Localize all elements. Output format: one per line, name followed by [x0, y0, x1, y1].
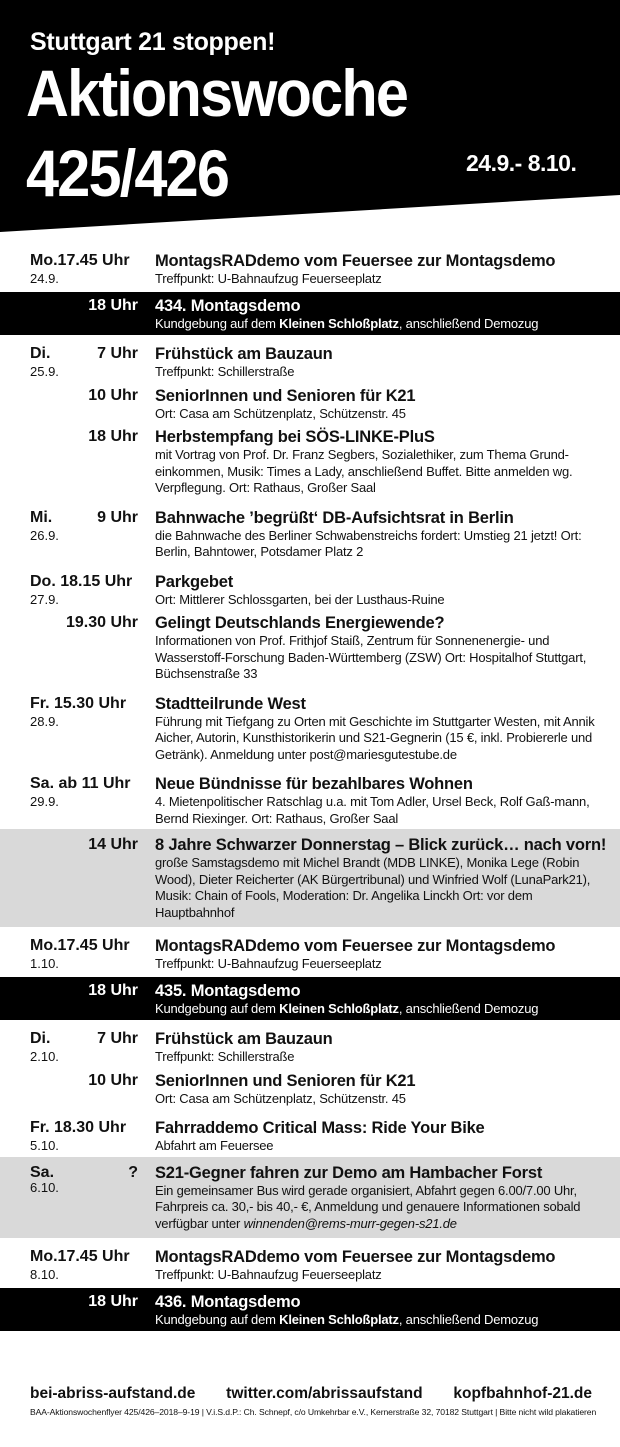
event-description-part: Kundgebung auf dem	[155, 315, 280, 331]
event-body	[155, 1118, 610, 1155]
event-row	[0, 933, 620, 975]
event-body	[155, 1292, 610, 1329]
event-day: Mo.17.45 Uhr	[30, 252, 130, 269]
event-title: 8 Jahre Schwarzer Donnerstag – Blick zurück… nach vorn!	[155, 836, 607, 854]
event-description: Ort: Casa am Schützenplatz, Schützenstr. 45	[155, 405, 406, 421]
event-day: Di.	[30, 345, 51, 362]
event-description: Führung mit Tiefgang zu Orten mit Geschichte im Stuttgarter Westen, mit Annik Aicher, Autorin, Kunsthistorikerin und S21-Gegnerin (15 €, inkl. Probiererle und Getränk). Anmeldung unter post@mariesgutestube.de	[155, 713, 595, 762]
event-row	[0, 248, 620, 290]
event-time: 7 Uhr	[97, 345, 138, 362]
event-title: Frühstück am Bauzaun	[155, 345, 333, 363]
event-row	[0, 292, 620, 336]
event-day: Mo.17.45 Uhr	[30, 937, 130, 954]
footer-link-website[interactable]: bei-abriss-aufstand.de	[30, 1385, 196, 1402]
event-day: Mi.	[30, 508, 53, 526]
event-day: Di.	[30, 1030, 51, 1047]
event-body	[155, 774, 610, 827]
event-description-part: Kundgebung auf dem	[155, 1311, 280, 1327]
event-title: Bahnwache ’begrüßt‘ DB-Aufsichtsrat in Berlin	[155, 508, 514, 527]
event-body	[155, 1247, 610, 1284]
event-title: Frühstück am Bauzaun	[155, 1030, 333, 1048]
event-day: Fr. 18.30 Uhr	[30, 1119, 127, 1136]
event-body	[155, 981, 610, 1018]
event-row	[0, 569, 620, 611]
event-body	[155, 508, 610, 561]
event-time: 18 Uhr	[88, 981, 138, 999]
event-body	[155, 572, 610, 609]
event-row	[0, 341, 620, 383]
event-body	[155, 835, 610, 921]
event-day: Sa. ab 11 Uhr	[30, 775, 131, 792]
event-title: SeniorInnen und Senioren für K21	[155, 1071, 416, 1090]
event-date: 8.10.	[30, 1267, 59, 1282]
event-time: 14 Uhr	[88, 836, 138, 853]
event-time: 10 Uhr	[88, 1071, 138, 1089]
event-time: ?	[128, 1163, 138, 1181]
event-description: Ort: Casa am Schützenplatz, Schützenstr. 45	[155, 1090, 406, 1106]
event-location-highlight: Kleinen Schloßplatz	[279, 315, 399, 331]
event-date: 28.9.	[30, 713, 59, 729]
event-row	[0, 691, 620, 766]
event-row	[0, 771, 620, 829]
event-title: Parkgebet	[155, 572, 233, 591]
header-dates: 24.9.- 8.10.	[466, 150, 577, 176]
event-day: Mo.17.45 Uhr	[30, 1248, 130, 1265]
event-title: Fahrraddemo Critical Mass: Ride Your Bike	[155, 1119, 485, 1137]
event-row	[0, 1115, 620, 1157]
event-description: Treffpunkt: U-Bahnaufzug Feuerseeplatz	[155, 1267, 382, 1282]
event-description: Informationen von Prof. Frithjof Staiß, Zentrum für Sonnenenergie- und Wasserstoff-Forschung Baden-Württemberg (ZSW) Ort: Hospitalhof Stuttgart, Büchsenstraße 33	[155, 633, 587, 681]
event-time: 19.30 Uhr	[65, 614, 138, 631]
event-description-part: , anschließend Demozug	[398, 1000, 539, 1016]
event-description: Treffpunkt: Schillerstraße	[155, 364, 295, 379]
event-body	[155, 936, 610, 973]
event-date: 1.10.	[30, 956, 59, 971]
event-title: S21-Gegner fahren zur Demo am Hambacher Forst	[155, 1163, 543, 1182]
event-row	[0, 1026, 620, 1068]
event-row	[0, 383, 620, 425]
event-date: 25.9.	[30, 364, 59, 379]
event-body	[155, 613, 610, 683]
event-body	[155, 296, 610, 333]
event-email-link[interactable]: winnenden@rems-murr-gegen-s21.de	[243, 1215, 457, 1231]
event-row	[0, 505, 620, 563]
event-location-highlight: Kleinen Schloßplatz	[279, 1311, 399, 1327]
event-row	[0, 1244, 620, 1286]
event-description: Treffpunkt: U-Bahnaufzug Feuerseeplatz	[155, 271, 382, 286]
event-description	[155, 316, 610, 333]
event-row	[0, 1288, 620, 1332]
header-number: 425/426	[26, 136, 229, 210]
header-banner	[0, 0, 620, 240]
event-title: Neue Bündnisse für bezahlbares Wohnen	[155, 775, 473, 793]
event-time: 18 Uhr	[88, 1292, 138, 1310]
event-body	[155, 1163, 610, 1233]
event-body	[155, 427, 610, 497]
event-date: 5.10.	[30, 1138, 59, 1153]
event-description-part: , anschließend Demozug	[398, 315, 539, 331]
event-body	[155, 344, 610, 381]
event-title: Herbstempfang bei SÖS-LINKE-PluS	[155, 428, 435, 446]
event-row	[0, 977, 620, 1021]
event-title: MontagsRADdemo vom Feuersee zur Montagsdemo	[155, 252, 556, 270]
header-title: Aktionswoche	[26, 56, 408, 130]
event-day: Do. 18.15 Uhr	[30, 572, 133, 590]
footer-link-twitter[interactable]: twitter.com/abrissaufstand	[226, 1385, 423, 1402]
event-date: 6.10.	[30, 1179, 59, 1195]
event-date: 26.9.	[30, 527, 59, 543]
event-title: 436. Montagsdemo	[155, 1292, 301, 1311]
event-body	[155, 251, 610, 288]
event-description: 4. Mietenpolitischer Ratschlag u.a. mit Tom Adler, Ursel Beck, Rolf Gaß-mann, Bernd Riexinger. Ort: Rathaus, Großer Saal	[155, 794, 590, 826]
event-description: mit Vortrag von Prof. Dr. Franz Segbers, Sozialethiker, zum Thema Grund-einkommen, Musik: Times a Lady, anschließend Buffet. Bitte anmelden wg. Verpflegung. Ort: Rathaus, Großer Saal	[155, 447, 573, 495]
event-description: große Samstagsdemo mit Michel Brandt (MDB LINKE), Monika Lege (Robin Wood), Dieter Reicherter (AK Bürgertribunal) und Winfried Wolf (LunaPark21), Musik: Chain of Fools, Moderation: Dr. Angelika Linckh Ort: vor dem Hauptbahnhof	[155, 855, 591, 920]
event-body	[155, 1029, 610, 1066]
event-description-part: , anschließend Demozug	[398, 1311, 539, 1327]
event-description: Abfahrt am Feuersee	[155, 1138, 274, 1153]
event-location-highlight: Kleinen Schloßplatz	[279, 1000, 399, 1016]
event-title: Stadtteilrunde West	[155, 694, 306, 713]
event-body	[155, 1071, 610, 1108]
event-row	[0, 1068, 620, 1110]
event-description-part: Kundgebung auf dem	[155, 1000, 280, 1016]
event-day: Fr. 15.30 Uhr	[30, 694, 127, 712]
event-description	[155, 1312, 610, 1329]
event-list	[0, 248, 620, 1333]
event-date: 27.9.	[30, 591, 59, 607]
event-date: 24.9.	[30, 271, 59, 286]
event-description: die Bahnwache des Berliner Schwabenstreichs fordert: Umstieg 21 jetzt! Ort: Berlin, Bahntower, Potsdamer Platz 2	[155, 527, 582, 559]
event-description-part: Ein gemeinsamer Bus wird gerade organisiert, Abfahrt gegen 6.00/7.00 Uhr, Fahrpreis ca. 30,- bis 40,- €, Anmeldung und genauere Informationen sobald verfügbar unter	[155, 1182, 581, 1231]
event-body	[155, 386, 610, 423]
event-time: 9 Uhr	[97, 508, 138, 526]
event-time: 18 Uhr	[88, 296, 138, 314]
event-date: 29.9.	[30, 794, 59, 809]
event-description: Treffpunkt: U-Bahnaufzug Feuerseeplatz	[155, 956, 382, 971]
event-description: Ort: Mittlerer Schlossgarten, bei der Lusthaus-Ruine	[155, 591, 445, 607]
event-title: MontagsRADdemo vom Feuersee zur Montagsdemo	[155, 1248, 556, 1266]
event-title: Gelingt Deutschlands Energiewende?	[155, 614, 445, 632]
event-time: 18 Uhr	[88, 428, 138, 445]
event-row	[0, 610, 620, 685]
event-time: 7 Uhr	[97, 1030, 138, 1047]
event-description	[155, 1001, 610, 1018]
event-body	[155, 694, 610, 764]
event-description	[155, 1183, 610, 1233]
event-title: MontagsRADdemo vom Feuersee zur Montagsdemo	[155, 937, 556, 955]
event-date: 2.10.	[30, 1049, 59, 1064]
footer-links	[30, 1385, 592, 1403]
event-description: Treffpunkt: Schillerstraße	[155, 1049, 295, 1064]
event-title: 435. Montagsdemo	[155, 981, 301, 1000]
event-day: Sa.	[30, 1163, 55, 1181]
event-row	[0, 829, 620, 927]
event-title: 434. Montagsdemo	[155, 296, 301, 315]
event-row	[0, 424, 620, 499]
event-title: SeniorInnen und Senioren für K21	[155, 386, 416, 405]
event-row	[0, 1157, 620, 1239]
footer-imprint: BAA-Aktionswochenflyer 425/426–2018–9-19 | V.i.S.d.P.: Ch. Schnepf, c/o Umkehrbar e.V., Kernerstraße 32, 70182 Stuttgart | Bitte nicht wild plakatieren	[30, 1407, 597, 1417]
header-subtitle: Stuttgart 21 stoppen!	[30, 28, 276, 56]
footer-link-kopfbahnhof[interactable]: kopfbahnhof-21.de	[453, 1385, 592, 1402]
event-time: 10 Uhr	[88, 386, 138, 404]
